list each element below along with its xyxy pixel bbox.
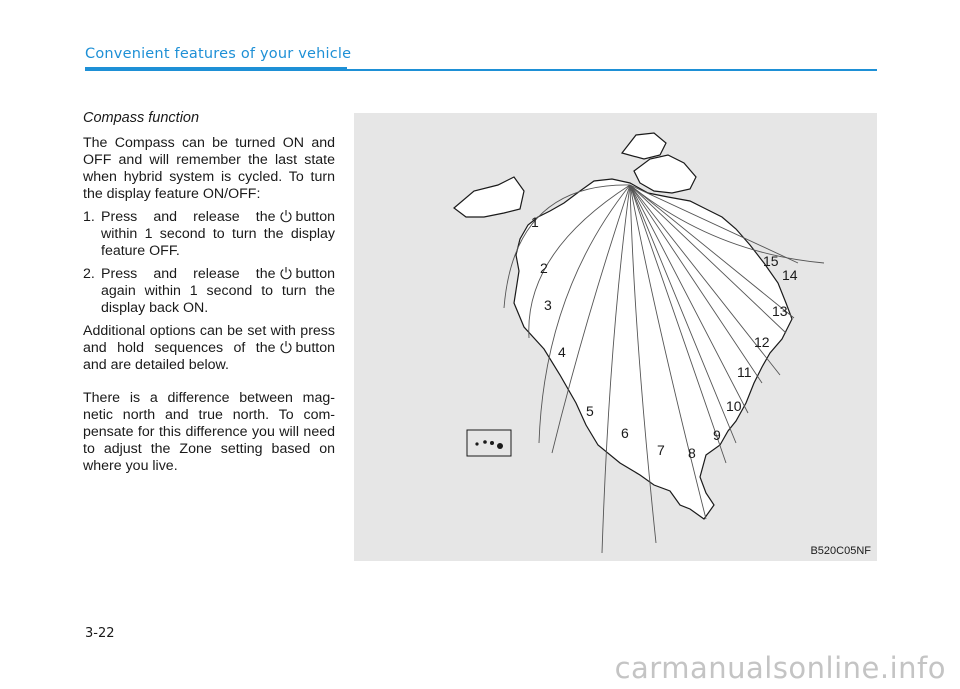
paragraph-gap (83, 380, 335, 390)
page-number: 3-22 (85, 626, 115, 641)
step-2-number: 2. (83, 266, 95, 282)
zone-label: 3 (544, 297, 552, 313)
step-2-text (101, 266, 335, 317)
step-2-after: button again within 1 second to turn the display back ON. (101, 266, 335, 316)
zone-label: 2 (540, 260, 548, 276)
zone-label: 4 (558, 344, 566, 360)
zone-label: 13 (772, 303, 788, 319)
additional-after: button and are detailed below. (83, 340, 335, 373)
step-1-after: button within 1 second to turn the display feature OFF. (101, 209, 335, 259)
step-1-text (101, 209, 335, 260)
north-america-map (354, 113, 877, 561)
step-1-before: Press and release the (101, 209, 276, 225)
hawaii-islands (475, 440, 503, 449)
text-column (83, 110, 335, 481)
zone-label: 14 (782, 267, 798, 283)
compass-subheading: Compass function (83, 110, 200, 126)
magnetic-north-paragraph: There is a difference between mag- netic north and true north. To com- pensate for this difference you will need to adjust the Zone setting based on where you live. (83, 390, 335, 474)
zone-label: 10 (726, 398, 742, 414)
zone-label: 8 (688, 445, 696, 461)
zone-label: 1 (531, 214, 539, 230)
intro-paragraph: The Compass can be turned ON and OFF and will remember the last state when hybrid system is cycled. To turn the display feature ON/OFF: (83, 135, 335, 202)
zone-label: 15 (763, 253, 779, 269)
step-2 (83, 266, 335, 317)
power-button-icon (279, 340, 293, 354)
zone-label: 6 (621, 425, 629, 441)
power-button-icon (279, 209, 293, 223)
step-1-number: 1. (83, 209, 95, 225)
watermark: carmanualsonline.info (614, 651, 946, 685)
zone-label: 9 (713, 427, 721, 443)
figure-caption: B520C05NF (810, 545, 871, 557)
power-button-icon (279, 266, 293, 280)
step-2-before: Press and release the (101, 266, 276, 282)
hawaii-inset (467, 430, 511, 456)
step-1 (83, 209, 335, 260)
additional-before: Additional options can be set with press and hold sequences of the (83, 323, 335, 356)
zone-label: 5 (586, 403, 594, 419)
zone-label: 12 (754, 334, 770, 350)
section-header: Convenient features of your vehicle (85, 46, 352, 62)
zone-label: 11 (737, 364, 752, 380)
header-rule-thin (347, 69, 877, 71)
additional-options-paragraph (83, 323, 335, 374)
compass-zone-map (354, 113, 877, 561)
header-rule-thick (85, 67, 347, 71)
zone-label: 7 (657, 442, 665, 458)
